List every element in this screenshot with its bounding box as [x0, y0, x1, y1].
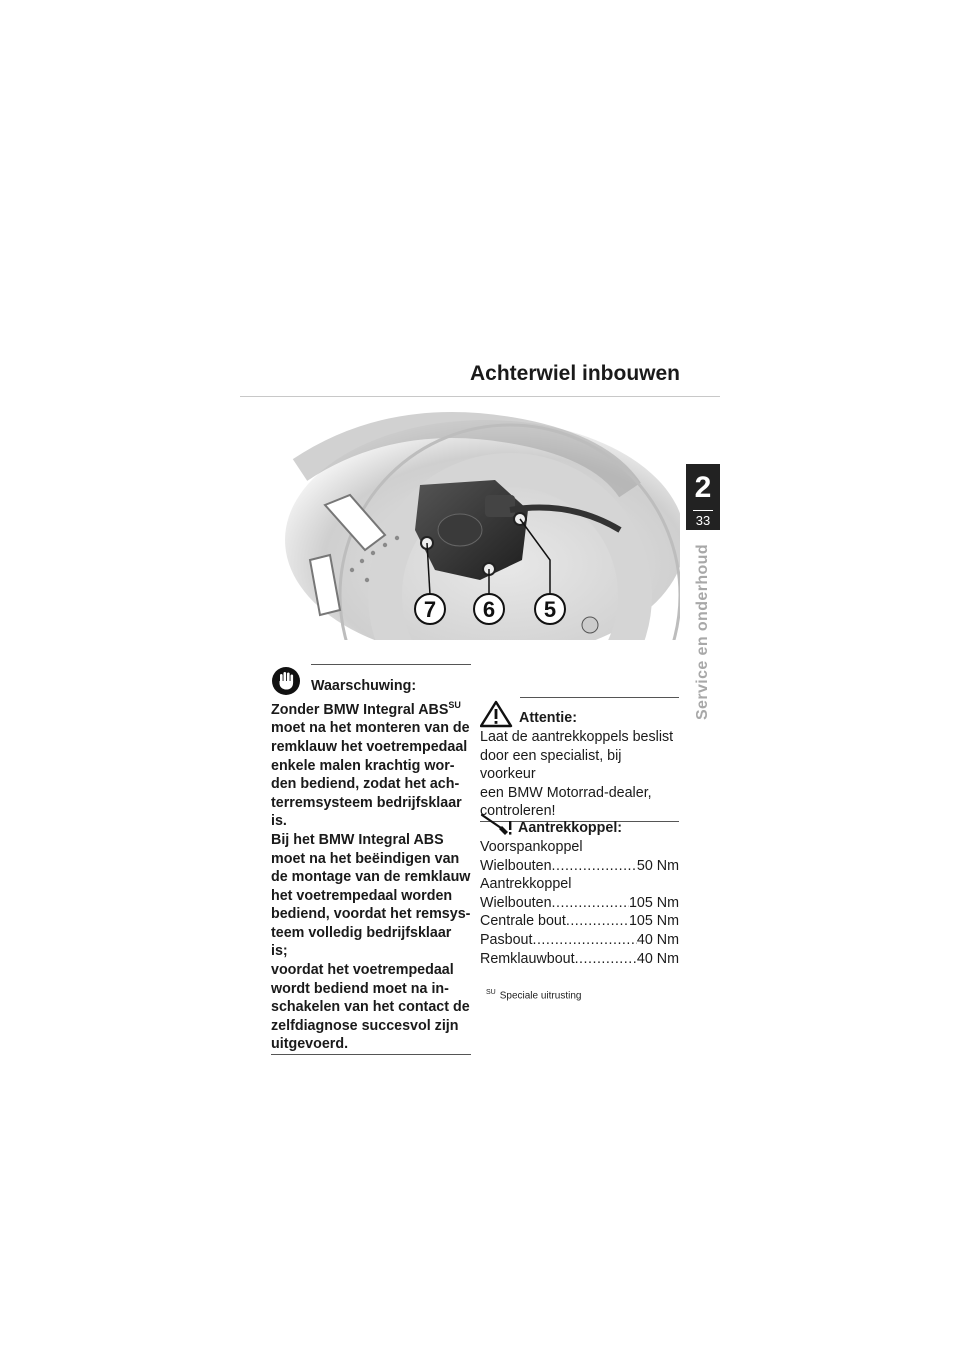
callout-7: [415, 594, 445, 624]
leader-dots: [575, 950, 637, 969]
callout-label-5: 5: [543, 597, 557, 622]
torque-row: [480, 894, 679, 913]
warning-line: zelfdiagnose succesvol zijn: [271, 1017, 459, 1034]
title-divider: [240, 396, 720, 397]
warning-line: terremsysteem bedrijfsklaar: [271, 794, 462, 811]
warning-line: uitgevoerd.: [271, 1036, 349, 1053]
warning-line: den bediend, zodat het ach-: [271, 776, 460, 793]
warning-line: moet na het beëindigen van: [271, 850, 460, 867]
page-number: 33: [695, 513, 711, 528]
warning-bottom-rule: [271, 1054, 471, 1055]
footnote-text: Speciale uitrusting: [499, 990, 582, 1002]
callout-label-7: 7: [423, 597, 437, 622]
attention-line: Laat de aantrekkoppels beslist: [480, 729, 674, 745]
hand-stop-icon: [271, 666, 305, 696]
warning-line: schakelen van het contact de: [271, 999, 470, 1016]
warning-triangle-icon: [480, 700, 514, 728]
caliper-illustration: [270, 410, 680, 640]
torque-label: Wielbouten: [480, 857, 552, 874]
warning-block: [271, 664, 471, 1055]
warning-heading-line: [271, 666, 471, 696]
chapter-tab: [686, 464, 720, 530]
attention-block: [480, 697, 679, 822]
attention-heading: Attentie:: [519, 710, 577, 727]
torque-label: Centrale bout: [480, 913, 566, 930]
warning-line: de montage van de remklauw: [271, 869, 471, 886]
torque-value: 105 Nm: [628, 894, 679, 911]
warning-line: voordat het voetrempedaal: [271, 962, 454, 979]
warning-heading: Waarschuwing:: [311, 678, 417, 695]
attention-top-rule: [520, 697, 679, 698]
warning-line: moet na het monteren van de: [271, 720, 470, 737]
callout-label-6: 6: [482, 597, 496, 622]
caliper-bracket: [485, 495, 515, 517]
page-title: Achterwiel inbouwen: [469, 362, 680, 385]
torque-label: Wielbouten: [480, 894, 552, 911]
torque-row: [480, 950, 679, 969]
warning-line: teem volledig bedrijfsklaar is;: [271, 924, 452, 960]
torque-wrench-icon: [480, 812, 516, 838]
torque-block: [480, 812, 679, 968]
warning-lead: Zonder BMW Integral ABS: [271, 701, 449, 718]
torque-group-label: Aantrekkoppel: [480, 876, 572, 893]
leader-dots: [566, 912, 629, 931]
attention-line: door een specialist, bij voorkeur: [480, 747, 622, 783]
footnote: [486, 989, 581, 1001]
brake-caliper-figure: [270, 410, 680, 640]
warning-line: Bij het BMW Integral ABS: [271, 831, 444, 848]
torque-heading-line: [480, 812, 679, 838]
leader-dots: [552, 894, 629, 913]
warning-top-rule: [311, 664, 471, 665]
attention-text: [480, 728, 679, 821]
torque-group-label: Voorspankoppel: [480, 839, 583, 855]
torque-label: Pasbout: [480, 931, 533, 948]
torque-value: 50 Nm: [636, 857, 679, 874]
warning-line: remklauw het voetrempedaal: [271, 738, 468, 755]
torque-label: Remklauwbout: [480, 950, 575, 967]
leader-dots: [552, 857, 637, 876]
torque-row: [480, 857, 679, 876]
warning-line: is.: [271, 813, 287, 830]
torque-row: [480, 931, 679, 950]
chapter-divider: [693, 510, 713, 511]
caliper-piston: [438, 514, 482, 546]
torque-value: 40 Nm: [636, 931, 679, 948]
warning-lead-sup: SU: [448, 700, 461, 710]
torque-heading: Aantrekkoppel:: [518, 820, 623, 837]
torque-row: [480, 912, 679, 931]
warning-line: bediend, voordat het remsys-: [271, 906, 471, 923]
axle-nut: [582, 617, 598, 633]
warning-line: het voetrempedaal worden: [271, 887, 453, 904]
callout-5: [535, 594, 565, 624]
section-label: Service en onderhoud: [694, 543, 711, 721]
torque-value: 105 Nm: [628, 913, 679, 930]
attention-line: een BMW Motorrad-dealer,: [480, 784, 652, 801]
torque-value: 40 Nm: [636, 950, 679, 967]
attention-heading-line: [480, 700, 679, 728]
warning-line: wordt bediend moet na in-: [271, 980, 449, 997]
warning-line: enkele malen krachtig wor-: [271, 757, 455, 774]
callout-6: [474, 594, 504, 624]
footnote-marker: SU: [486, 989, 496, 996]
warning-text: [271, 696, 471, 1054]
chapter-number: 2: [694, 471, 712, 504]
leader-dots: [532, 931, 636, 950]
attention-line: controleren!: [480, 803, 556, 820]
